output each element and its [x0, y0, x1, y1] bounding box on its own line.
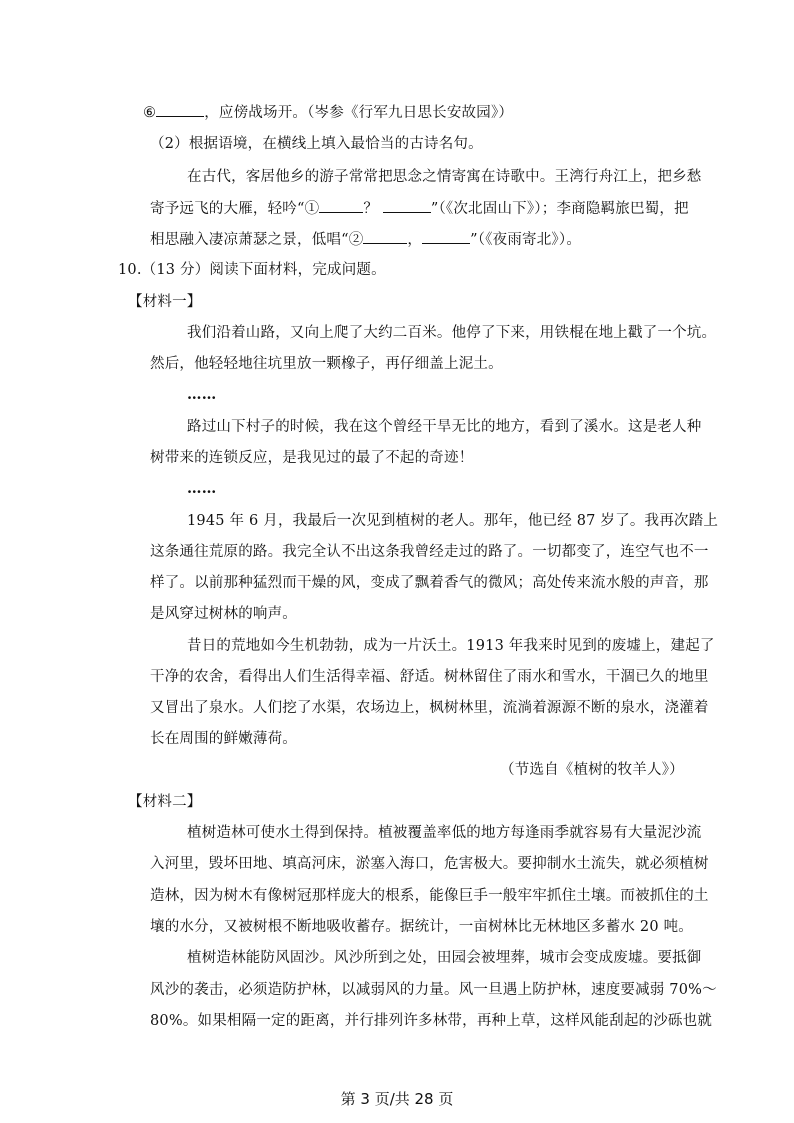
paragraph-line: 相思融入凄凉萧瑟之景，低唱“② ， ”（《夜雨寄北》）。: [150, 229, 581, 250]
poem-line-6: ⑥ ，应傍战场开。（岑参《行军九日思长安故园》）: [143, 102, 513, 123]
material-2-line: 壤的水分，又被树根不断地吸收蓄存。据统计，一亩树林比无林地区多蓄水 20 吨。: [150, 919, 693, 935]
question-10-header: 10.（13 分）阅读下面材料，完成问题。: [118, 262, 386, 278]
material-2-line: 植树造林可使水土得到保持。植被覆盖率低的地方每逢雨季就容易有大量泥沙流: [187, 825, 702, 841]
answer-blank-1b[interactable]: [383, 198, 431, 213]
material-1-line: 干净的农舍，看得出人们生活得幸福、舒适。树林留住了雨水和雪水，干涸已久的地里: [150, 669, 709, 685]
material-1-line: 然后，他轻轻地往坑里放一颗橡子，再仔细盖上泥土。: [150, 356, 503, 372]
material-1-line: 1945 年 6 月，我最后一次见到植树的老人。那年，他已经 87 岁了。我再次踏上: [187, 513, 719, 529]
material-1-line: 路过山下村子的时候，我在这个曾经干旱无比的地方，看到了溪水。这是老人种: [187, 419, 702, 435]
material-2-line: 风沙的袭击，必须造防护林，以减弱风的力量。风一旦遇上防护林，速度要减弱 70%～: [150, 982, 717, 998]
material-1-line: 这条通往荒原的路。我完全认不出这条我曾经走过的路了。一切都变了，连空气也不一: [150, 544, 709, 560]
paragraph-line: 在古代，客居他乡的游子常常把思念之情寄寓在诗歌中。王湾行舟江上，把乡愁: [187, 169, 702, 185]
answer-blank-2b[interactable]: [422, 229, 470, 244]
material-1-source: （节选自《植树的牧羊人》）: [500, 762, 684, 778]
material-1-line: 是风穿过树林的响声。: [150, 606, 297, 622]
material-1-line: 又冒出了泉水。人们挖了水渠，农场边上，枫树林里，流淌着源源不断的泉水，浇灌着: [150, 700, 709, 716]
answer-blank-2a[interactable]: [363, 229, 407, 244]
material-1-line: 样了。以前那种猛烈而干燥的风，变成了飘着香气的微风；高处传来流水般的声音，那: [150, 575, 709, 591]
paragraph-line: 寄予远飞的大雁，轻吟“① ？ ”（《次北固山下》）；李商隐羁旅巴蜀，把: [150, 198, 689, 219]
circled-number-2: ②: [348, 232, 364, 248]
material-2-line: 造林，因为树木有像树冠那样庞大的根系，能像巨手一般牢牢抓住土壤。而被抓住的土: [150, 888, 709, 904]
material-1-line: 长在周围的鲜嫩薄荷。: [150, 731, 297, 747]
ellipsis: ……: [187, 386, 217, 403]
material-2-line: 植树造林能防风固沙。风沙所到之处，田园会被埋葬，城市会变成废墟。要抵御: [187, 950, 702, 966]
material-1-label: 【材料一】: [128, 294, 202, 310]
circled-number-6: ⑥: [143, 105, 157, 121]
material-2-line: 80%。如果相隔一定的距离，并行排列许多林带，再种上草，这样风能刮起的沙砾也就: [150, 1013, 713, 1029]
sub-question-2: （2）根据语境，在横线上填入最恰当的古诗名句。: [150, 136, 483, 152]
ellipsis: ……: [187, 480, 217, 497]
answer-blank-6[interactable]: [156, 102, 204, 117]
page-number-footer: 第 3 页/共 28 页: [340, 1090, 454, 1108]
answer-blank-1a[interactable]: [319, 198, 363, 213]
material-2-label: 【材料二】: [128, 794, 202, 810]
circled-number-1: ①: [304, 201, 320, 217]
material-1-line: 我们沿着山路，又向上爬了大约二百米。他停了下来，用铁棍在地上戳了一个坑。: [187, 325, 717, 341]
material-1-line: 昔日的荒地如今生机勃勃，成为一片沃土。1913 年我来时见到的废墟上，建起了: [187, 638, 715, 654]
material-1-line: 树带来的连锁反应，是我见过的最了不起的奇迹！: [150, 450, 474, 466]
material-2-line: 入河里，毁坏田地、填高河床，淤塞入海口，危害极大。要抑制水土流失，就必须植树: [150, 856, 709, 872]
